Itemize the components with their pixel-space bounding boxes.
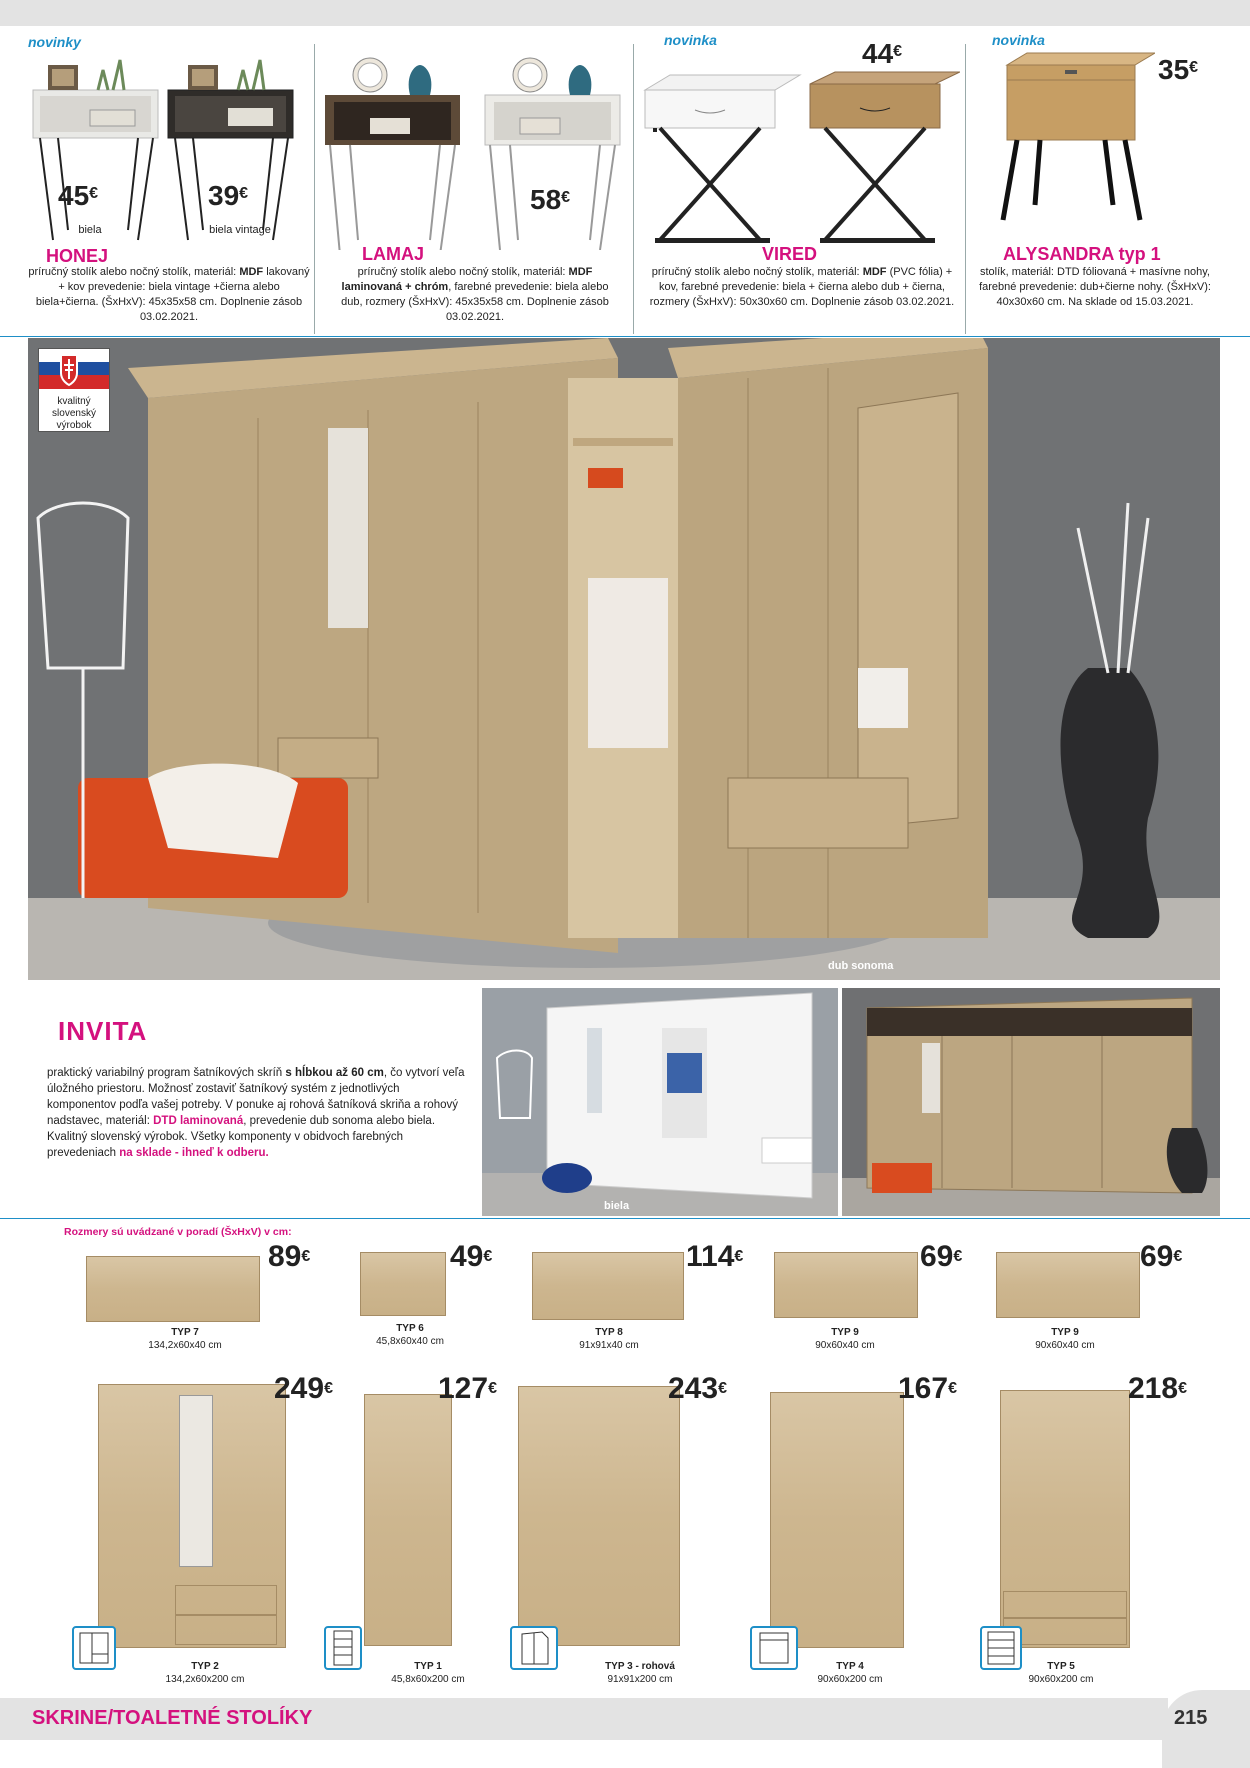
wardrobe-label: TYP 3 - rohová 91x91x200 cm [605, 1661, 675, 1685]
unit-typ6-image [360, 1252, 446, 1316]
quality-badge [38, 348, 110, 432]
wardrobe-label: TYP 1 45,8x60x200 cm [391, 1661, 465, 1685]
unit-typ8-image [532, 1252, 684, 1320]
wardrobe-typ4-image [770, 1392, 904, 1648]
main-wardrobe-photo [28, 338, 1220, 980]
section-divider [0, 336, 1250, 337]
unit-label: TYP 8 91x91x40 cm [579, 1327, 639, 1351]
wardrobe-price: 167€ [898, 1372, 957, 1405]
finish-label: dub sonoma [828, 960, 894, 972]
wardrobe-price: 127€ [438, 1372, 497, 1405]
wardrobe-label: TYP 2 134,2x60x200 cm [165, 1661, 245, 1685]
alysandra-price: 35€ [1158, 54, 1199, 85]
unit-typ7-image [86, 1256, 260, 1322]
invita-description: praktický variabilný program šatníkových skríň s hĺbkou až 60 cm, čo vytvorí veľa úložného priestoru. Možnosť zostaviť šatníkový systém z jednotlivých komponentov podľa vašej potreby. V ponuke aj rohová šatníková skriňa a rohový nadstavec, materiál: DTD laminovaná, prevedenie dub sonoma alebo biela. Kvalitný slovenský výrobok. Všetky komponenty v obidvoch farebných prevedeniach na sklade - ihneď k odberu. [47, 1067, 465, 1159]
wardrobe-layout-icon [72, 1626, 116, 1670]
honej-price-1: 45€ [58, 180, 99, 211]
unit-label: TYP 7 134,2x60x40 cm [148, 1327, 222, 1351]
alysandra-name: ALYSANDRA typ 1 [1003, 244, 1161, 264]
lamaj-tables-image [320, 40, 630, 250]
dimensions-note: Rozmery sú uvádzané v poradí (ŠxHxV) v cm: [64, 1226, 292, 1238]
divider [314, 44, 315, 334]
unit-typ9-image [996, 1252, 1140, 1318]
section-divider [0, 1218, 1250, 1219]
alysandra-table-image [995, 45, 1155, 225]
new-tag: novinka [992, 32, 1045, 48]
vired-name: VIRED [762, 244, 818, 264]
unit-label: TYP 6 45,8x60x40 cm [376, 1323, 444, 1347]
honej-price-1-label: biela [78, 224, 102, 236]
unit-price: 49€ [450, 1240, 493, 1273]
vired-price: 44€ [862, 38, 903, 69]
unit-label: TYP 9 90x60x40 cm [815, 1327, 875, 1351]
white-wardrobe-photo [482, 988, 838, 1216]
wardrobe-layout-icon [510, 1626, 558, 1670]
footer-category: SKRINE/TOALETNÉ STOLÍKY [32, 1707, 313, 1729]
honej-description: príručný stolík alebo nočný stolík, materiál: MDF lakovaný + kov prevedenie: biela vintage +čierna alebo biela+čierna. (ŠxHxV): 45x35x58 cm. Doplnenie zásob 03.02.2021. [28, 266, 310, 323]
divider [633, 44, 634, 334]
invita-title: INVITA [58, 1016, 148, 1046]
lamaj-name: LAMAJ [362, 244, 424, 264]
wardrobe-typ5-image [1000, 1390, 1130, 1648]
unit-price: 69€ [1140, 1240, 1183, 1273]
oak-wardrobe-photo [842, 988, 1220, 1216]
top-bar [0, 0, 1250, 26]
lamaj-description: príručný stolík alebo nočný stolík, materiál: MDF laminovaná + chróm, farebné prevedenie: biela alebo dub, rozmery (ŠxHxV): 45x35x58 cm. Doplnenie zásob 03.02.2021. [341, 266, 609, 323]
unit-label: TYP 9 90x60x40 cm [1035, 1327, 1095, 1351]
unit-price: 69€ [920, 1240, 963, 1273]
alysandra-description: stolík, materiál: DTD fóliovaná + masívne nohy, farebné prevedenie: dub+čierne nohy. (ŠxHxV): 40x30x60 cm. Na sklade od 15.03.2021. [979, 266, 1211, 308]
wardrobe-price: 243€ [668, 1372, 727, 1405]
wardrobe-price: 218€ [1128, 1372, 1187, 1405]
new-tag: novinky [28, 34, 81, 50]
unit-price: 114€ [686, 1240, 744, 1273]
vired-description: príručný stolík alebo nočný stolík, materiál: MDF (PVC fólia) + kov, farebné prevedenie: biela + čierna alebo dub + čierna, rozmery (ŠxHxV): 50x30x60 cm. Doplnenie zásob 03.02.2021. [649, 266, 955, 308]
wardrobe-price: 249€ [274, 1372, 333, 1405]
wardrobe-label: TYP 5 90x60x200 cm [1028, 1661, 1094, 1685]
wardrobe-typ2-image [98, 1384, 286, 1648]
lamaj-price: 58€ [530, 184, 571, 215]
unit-typ9-image [774, 1252, 918, 1318]
slovak-flag-icon [39, 349, 109, 389]
honej-price-2: 39€ [208, 180, 249, 211]
honej-tables-image [28, 50, 308, 250]
honej-price-2-label: biela vintage [209, 224, 271, 236]
finish-label: biela [604, 1200, 630, 1212]
page-number: 215 [1174, 1707, 1208, 1729]
wardrobe-layout-icon [324, 1626, 362, 1670]
badge-text: kvalitný slovenský výrobok [52, 396, 96, 431]
wardrobe-typ3-image [518, 1386, 680, 1646]
divider [965, 44, 966, 334]
unit-price: 89€ [268, 1240, 311, 1273]
wardrobe-typ1-image [364, 1394, 452, 1646]
wardrobe-label: TYP 4 90x60x200 cm [817, 1661, 883, 1685]
honej-name: HONEJ [46, 246, 109, 266]
new-tag: novinka [664, 32, 717, 48]
vired-tables-image [640, 70, 960, 250]
